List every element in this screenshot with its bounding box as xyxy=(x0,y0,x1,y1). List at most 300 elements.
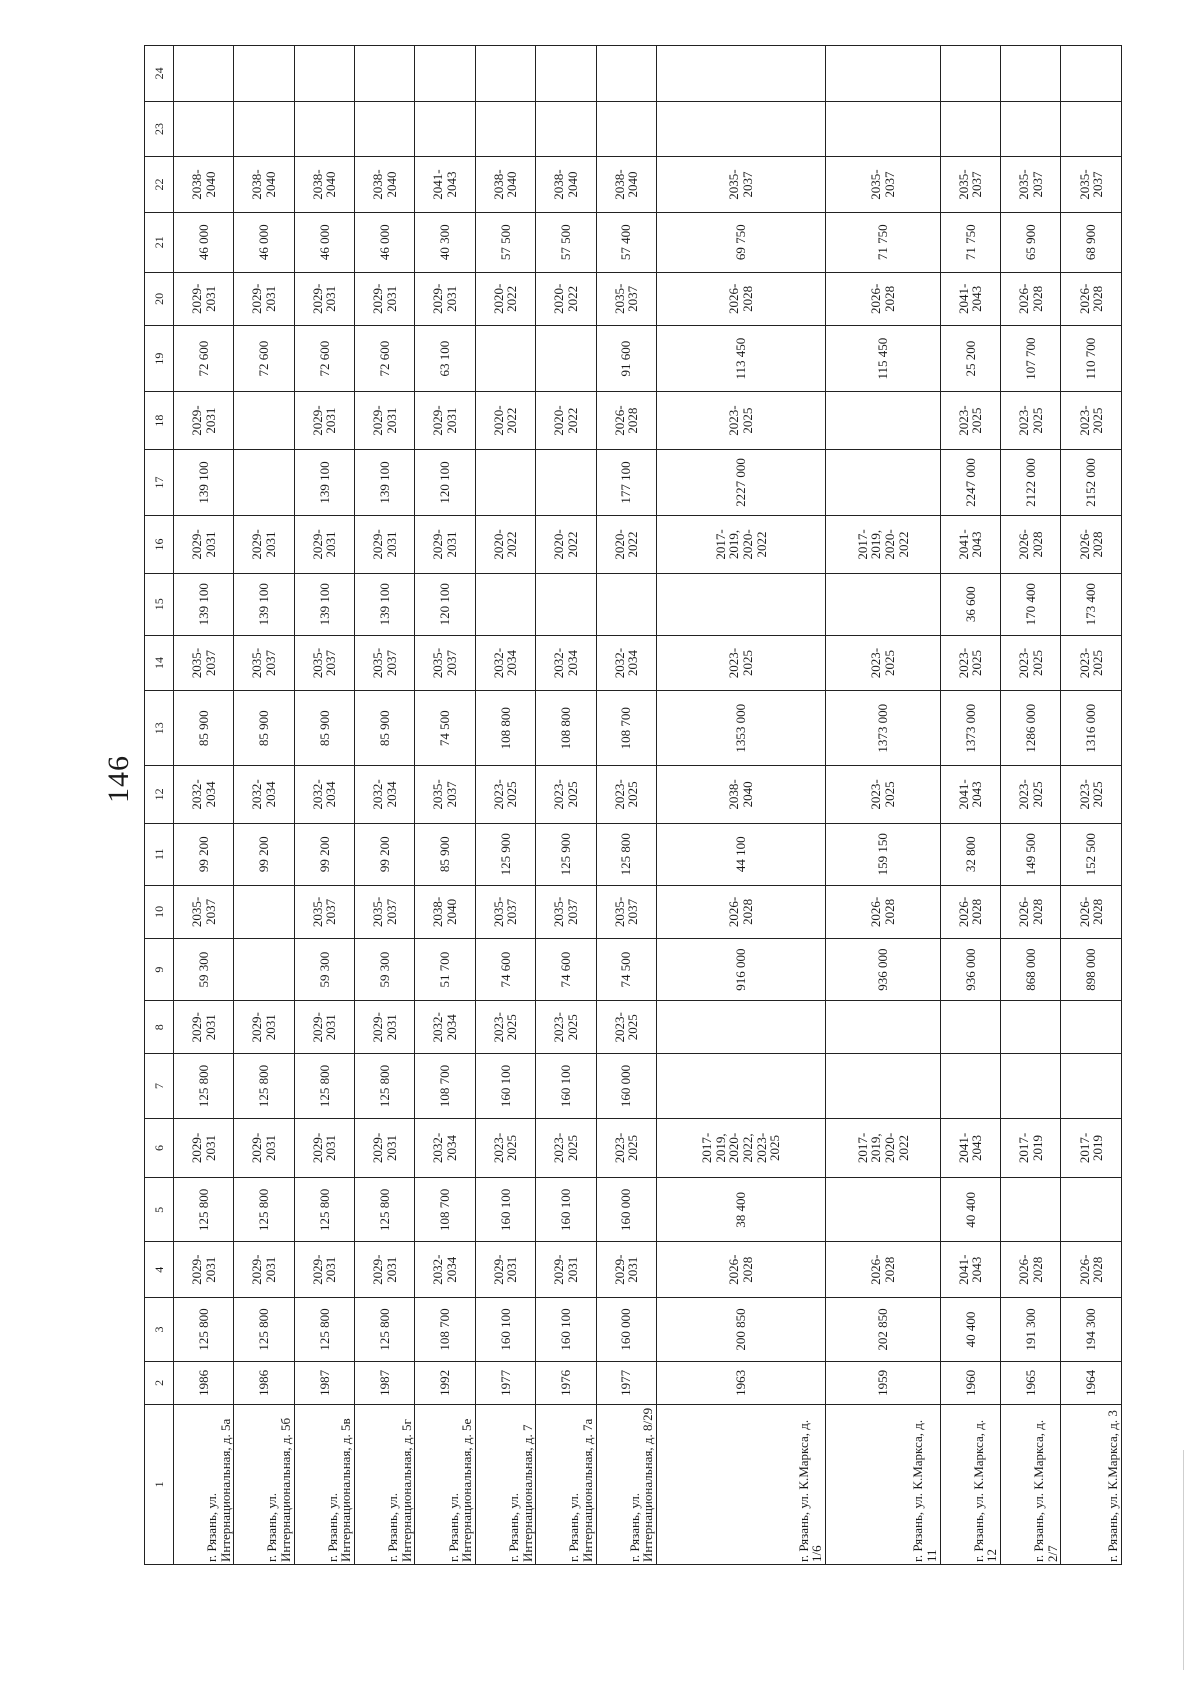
column-header: 13 xyxy=(145,691,174,766)
table-cell: 194 300 xyxy=(1061,1297,1122,1361)
table-cell: 125 800 xyxy=(174,1054,234,1118)
column-header: 7 xyxy=(145,1054,174,1118)
address-cell: г. Рязань, ул. К.Маркса, д. 1/6 xyxy=(656,1404,825,1564)
table-cell: 51 700 xyxy=(415,939,475,1001)
table-cell: 936 000 xyxy=(826,939,941,1001)
table-row xyxy=(355,46,415,1565)
table-cell: 2026-2028 xyxy=(656,272,825,325)
table-cell: 2032-2034 xyxy=(415,1118,475,1178)
table-cell: 1987 xyxy=(355,1362,415,1405)
table-cell: 85 900 xyxy=(234,691,294,766)
table-cell: 69 750 xyxy=(656,212,825,272)
table-cell: 152 500 xyxy=(1061,823,1122,885)
table-row xyxy=(656,46,825,1565)
table-cell: 2023-2025 xyxy=(1001,635,1061,691)
table-cell: 170 400 xyxy=(1001,573,1061,635)
table-cell: 36 600 xyxy=(940,573,1000,635)
table-cell: 2038-2040 xyxy=(355,157,415,213)
table-cell: 2029-2031 xyxy=(294,516,354,574)
table-cell: 2017-2019, 2020-2022 xyxy=(826,516,941,574)
table-row xyxy=(826,46,941,1565)
table-cell: 125 800 xyxy=(294,1178,354,1242)
table-cell: 2029-2031 xyxy=(174,1001,234,1054)
table-cell: 46 000 xyxy=(294,212,354,272)
table-cell: 2029-2031 xyxy=(174,392,234,450)
address-cell: г. Рязань, ул. Интернациональная, д. 7а xyxy=(536,1404,596,1564)
address-cell: г. Рязань, ул. К.Маркса, д. 2/7 xyxy=(1001,1404,1061,1564)
table-cell xyxy=(826,449,941,515)
table-cell: 2041-2043 xyxy=(940,1242,1000,1298)
table-body xyxy=(174,46,1122,1565)
table-cell: 2023-2025 xyxy=(1061,766,1122,824)
column-header: 17 xyxy=(145,449,174,515)
table-cell: 2029-2031 xyxy=(234,272,294,325)
table-cell xyxy=(475,101,535,157)
table-cell xyxy=(596,101,656,157)
table-cell: 1316 000 xyxy=(1061,691,1122,766)
column-header: 8 xyxy=(145,1001,174,1054)
table-cell: 46 000 xyxy=(174,212,234,272)
table-cell xyxy=(826,101,941,157)
table-cell xyxy=(1001,1054,1061,1118)
table-cell: 2026-2028 xyxy=(940,885,1000,938)
table-cell: 99 200 xyxy=(355,823,415,885)
table-cell: 2023-2025 xyxy=(536,1118,596,1178)
table-cell: 160 000 xyxy=(596,1178,656,1242)
address-cell: г. Рязань, ул. К.Маркса, д. 11 xyxy=(826,1404,941,1564)
table-cell: 2023-2025 xyxy=(475,1118,535,1178)
column-header: 14 xyxy=(145,635,174,691)
table-row xyxy=(174,46,234,1565)
table-cell: 916 000 xyxy=(656,939,825,1001)
column-header: 20 xyxy=(145,272,174,325)
table-cell: 74 500 xyxy=(596,939,656,1001)
table-row xyxy=(940,46,1000,1565)
table-cell: 2023-2025 xyxy=(1061,635,1122,691)
table-cell: 139 100 xyxy=(355,449,415,515)
table-cell: 59 300 xyxy=(294,939,354,1001)
column-header: 3 xyxy=(145,1297,174,1361)
table-cell: 2035-2037 xyxy=(415,635,475,691)
table-cell: 2026-2028 xyxy=(1061,516,1122,574)
table-cell: 2032-2034 xyxy=(475,635,535,691)
page-number: 146 xyxy=(102,755,135,803)
table-cell: 2026-2028 xyxy=(1001,885,1061,938)
table-cell: 2026-2028 xyxy=(1061,1242,1122,1298)
table-cell xyxy=(475,449,535,515)
table-cell: 2035-2037 xyxy=(294,635,354,691)
column-header: 18 xyxy=(145,392,174,450)
table-cell: 1964 xyxy=(1061,1362,1122,1405)
table-cell: 2020-2022 xyxy=(536,392,596,450)
table-cell: 936 000 xyxy=(940,939,1000,1001)
scan-artifact xyxy=(1183,1450,1184,1670)
table-cell xyxy=(1001,1001,1061,1054)
column-header: 9 xyxy=(145,939,174,1001)
table-cell: 2017-2019 xyxy=(1061,1118,1122,1178)
table-cell xyxy=(355,101,415,157)
table-cell: 2038-2040 xyxy=(234,157,294,213)
table-cell xyxy=(656,573,825,635)
address-cell: г. Рязань, ул. К.Маркса, д. 3 xyxy=(1061,1404,1122,1564)
table-cell: 2017-2019, 2020-2022, 2023-2025 xyxy=(656,1118,825,1178)
column-header: 5 xyxy=(145,1178,174,1242)
table-cell: 2035-2037 xyxy=(294,885,354,938)
repair-schedule-table xyxy=(144,45,1122,1565)
address-cell: г. Рязань, ул. Интернациональная, д. 5г xyxy=(355,1404,415,1564)
table-cell: 2029-2031 xyxy=(536,1242,596,1298)
table-cell xyxy=(475,326,535,392)
table-cell xyxy=(826,46,941,102)
table-cell: 2020-2022 xyxy=(536,516,596,574)
table-cell: 115 450 xyxy=(826,326,941,392)
table-cell: 1959 xyxy=(826,1362,941,1405)
table-cell: 32 800 xyxy=(940,823,1000,885)
table-cell: 2032-2034 xyxy=(536,635,596,691)
table-cell: 2035-2037 xyxy=(174,635,234,691)
table-cell xyxy=(1001,101,1061,157)
table-cell: 1987 xyxy=(294,1362,354,1405)
table-cell: 59 300 xyxy=(174,939,234,1001)
table-cell: 125 800 xyxy=(174,1297,234,1361)
table-cell: 2032-2034 xyxy=(355,766,415,824)
table-cell: 40 300 xyxy=(415,212,475,272)
table-cell xyxy=(826,392,941,450)
table-cell: 85 900 xyxy=(174,691,234,766)
table-cell: 2023-2025 xyxy=(536,766,596,824)
table-cell xyxy=(536,46,596,102)
column-header: 15 xyxy=(145,573,174,635)
table-cell: 2032-2034 xyxy=(415,1001,475,1054)
table-cell xyxy=(1061,46,1122,102)
table-cell: 99 200 xyxy=(174,823,234,885)
table-cell: 120 100 xyxy=(415,573,475,635)
table-cell: 159 150 xyxy=(826,823,941,885)
table-cell xyxy=(415,46,475,102)
table-cell: 1353 000 xyxy=(656,691,825,766)
table-cell: 2023-2025 xyxy=(596,766,656,824)
table-cell: 2041-2043 xyxy=(940,766,1000,824)
table-cell: 173 400 xyxy=(1061,573,1122,635)
table-cell: 72 600 xyxy=(355,326,415,392)
table-cell: 99 200 xyxy=(294,823,354,885)
table-cell: 898 000 xyxy=(1061,939,1122,1001)
table-cell xyxy=(174,46,234,102)
table-cell: 139 100 xyxy=(355,573,415,635)
table-cell: 2032-2034 xyxy=(415,1242,475,1298)
column-header: 23 xyxy=(145,101,174,157)
table-cell xyxy=(536,326,596,392)
table-cell: 72 600 xyxy=(174,326,234,392)
table-cell: 85 900 xyxy=(415,823,475,885)
table-cell: 2032-2034 xyxy=(174,766,234,824)
table-cell: 2032-2034 xyxy=(234,766,294,824)
table-cell: 160 000 xyxy=(596,1054,656,1118)
table-cell: 2017-2019, 2020-2022 xyxy=(656,516,825,574)
table-cell: 72 600 xyxy=(234,326,294,392)
table-cell: 2029-2031 xyxy=(234,1242,294,1298)
table-cell: 125 800 xyxy=(234,1178,294,1242)
table-cell xyxy=(1061,101,1122,157)
table-cell: 125 800 xyxy=(355,1178,415,1242)
table-cell: 2029-2031 xyxy=(355,1118,415,1178)
address-cell: г. Рязань, ул. Интернациональная, д. 5е xyxy=(415,1404,475,1564)
table-cell: 1977 xyxy=(475,1362,535,1405)
table-cell: 2029-2031 xyxy=(415,392,475,450)
table-cell: 25 200 xyxy=(940,326,1000,392)
table-cell: 113 450 xyxy=(656,326,825,392)
table-cell: 1977 xyxy=(596,1362,656,1405)
table-cell: 2035-2037 xyxy=(596,272,656,325)
column-header: 12 xyxy=(145,766,174,824)
table-cell: 1986 xyxy=(174,1362,234,1405)
table-cell xyxy=(1061,1178,1122,1242)
table-cell: 2026-2028 xyxy=(826,885,941,938)
table-cell: 2026-2028 xyxy=(596,392,656,450)
table-cell: 2026-2028 xyxy=(826,272,941,325)
table-cell: 868 000 xyxy=(1001,939,1061,1001)
table-cell: 2023-2025 xyxy=(475,1001,535,1054)
table-cell: 2029-2031 xyxy=(355,1001,415,1054)
table-cell: 160 100 xyxy=(536,1297,596,1361)
table-cell xyxy=(826,1178,941,1242)
table-cell xyxy=(475,46,535,102)
table-cell: 2038-2040 xyxy=(656,766,825,824)
table-cell: 2035-2037 xyxy=(940,157,1000,213)
table-cell: 1286 000 xyxy=(1001,691,1061,766)
table-cell: 74 600 xyxy=(536,939,596,1001)
table-row xyxy=(415,46,475,1565)
table-cell: 1963 xyxy=(656,1362,825,1405)
table-row xyxy=(1061,46,1122,1565)
table-cell: 149 500 xyxy=(1001,823,1061,885)
table-cell: 2023-2025 xyxy=(596,1118,656,1178)
table-cell: 2247 000 xyxy=(940,449,1000,515)
table-cell: 2020-2022 xyxy=(475,516,535,574)
table-cell: 2026-2028 xyxy=(656,1242,825,1298)
table-cell: 2026-2028 xyxy=(1061,885,1122,938)
table-cell: 2041-2043 xyxy=(415,157,475,213)
table-row xyxy=(294,46,354,1565)
column-header: 16 xyxy=(145,516,174,574)
table-cell: 74 500 xyxy=(415,691,475,766)
table-cell: 91 600 xyxy=(596,326,656,392)
table-cell: 2023-2025 xyxy=(1061,392,1122,450)
table-row xyxy=(234,46,294,1565)
table-cell xyxy=(174,101,234,157)
table-cell: 1986 xyxy=(234,1362,294,1405)
table-cell: 108 700 xyxy=(596,691,656,766)
table-cell: 71 750 xyxy=(826,212,941,272)
table-cell: 85 900 xyxy=(355,691,415,766)
table-cell: 2032-2034 xyxy=(596,635,656,691)
table-cell: 1373 000 xyxy=(940,691,1000,766)
table-cell: 2023-2025 xyxy=(826,635,941,691)
column-header: 4 xyxy=(145,1242,174,1298)
table-cell: 139 100 xyxy=(234,573,294,635)
table-cell: 2041-2043 xyxy=(940,516,1000,574)
table-cell xyxy=(294,46,354,102)
table-cell xyxy=(656,1054,825,1118)
table-cell: 38 400 xyxy=(656,1178,825,1242)
table-cell: 2029-2031 xyxy=(355,516,415,574)
table-cell xyxy=(940,1001,1000,1054)
table-cell: 125 800 xyxy=(294,1297,354,1361)
table-cell: 2026-2028 xyxy=(656,885,825,938)
table-cell: 110 700 xyxy=(1061,326,1122,392)
table-cell xyxy=(234,101,294,157)
table-cell xyxy=(415,101,475,157)
table-cell: 2035-2037 xyxy=(596,885,656,938)
table-cell: 2029-2031 xyxy=(355,392,415,450)
table-row xyxy=(1001,46,1061,1565)
table-cell: 120 100 xyxy=(415,449,475,515)
table-cell: 2029-2031 xyxy=(415,516,475,574)
table-cell: 2026-2028 xyxy=(1061,272,1122,325)
table-cell: 160 100 xyxy=(536,1178,596,1242)
table-cell: 125 800 xyxy=(294,1054,354,1118)
table-cell: 125 800 xyxy=(355,1297,415,1361)
table-cell: 108 700 xyxy=(415,1297,475,1361)
table-cell: 2035-2037 xyxy=(1061,157,1122,213)
rotated-table-wrapper xyxy=(144,45,1122,1565)
table-cell: 2029-2031 xyxy=(174,516,234,574)
table-cell: 2041-2043 xyxy=(940,1118,1000,1178)
table-cell: 139 100 xyxy=(294,449,354,515)
table-cell xyxy=(1061,1054,1122,1118)
table-cell: 160 000 xyxy=(596,1297,656,1361)
table-cell: 2038-2040 xyxy=(174,157,234,213)
table-cell: 2023-2025 xyxy=(940,635,1000,691)
table-cell: 1373 000 xyxy=(826,691,941,766)
table-cell: 2029-2031 xyxy=(294,1242,354,1298)
table-cell: 2029-2031 xyxy=(415,272,475,325)
table-cell: 1965 xyxy=(1001,1362,1061,1405)
address-cell: г. Рязань, ул. Интернациональная, д. 8/29 xyxy=(596,1404,656,1564)
table-cell xyxy=(940,46,1000,102)
table-cell: 108 700 xyxy=(415,1178,475,1242)
table-cell: 2023-2025 xyxy=(656,392,825,450)
table-cell xyxy=(536,101,596,157)
table-cell: 2038-2040 xyxy=(596,157,656,213)
table-cell: 2029-2031 xyxy=(234,1001,294,1054)
table-cell: 160 100 xyxy=(475,1297,535,1361)
table-cell: 202 850 xyxy=(826,1297,941,1361)
table-cell: 1960 xyxy=(940,1362,1000,1405)
table-row xyxy=(475,46,535,1565)
column-header: 2 xyxy=(145,1362,174,1405)
table-cell: 57 400 xyxy=(596,212,656,272)
table-cell: 57 500 xyxy=(536,212,596,272)
column-header: 10 xyxy=(145,885,174,938)
table-cell: 46 000 xyxy=(234,212,294,272)
table-cell: 2029-2031 xyxy=(294,1001,354,1054)
table-cell: 2029-2031 xyxy=(234,516,294,574)
table-cell xyxy=(1061,1001,1122,1054)
table-cell xyxy=(1001,1178,1061,1242)
table-cell: 2017-2019 xyxy=(1001,1118,1061,1178)
table-cell: 68 900 xyxy=(1061,212,1122,272)
table-cell: 2029-2031 xyxy=(294,1118,354,1178)
address-cell: г. Рязань, ул. Интернациональная, д. 5в xyxy=(294,1404,354,1564)
table-cell: 72 600 xyxy=(294,326,354,392)
table-cell: 2029-2031 xyxy=(294,392,354,450)
table-cell: 125 900 xyxy=(475,823,535,885)
address-cell: г. Рязань, ул. Интернациональная, д. 7 xyxy=(475,1404,535,1564)
table-cell: 2026-2028 xyxy=(1001,1242,1061,1298)
column-header: 22 xyxy=(145,157,174,213)
table-cell xyxy=(940,101,1000,157)
table-cell: 2029-2031 xyxy=(355,272,415,325)
table-cell: 2026-2028 xyxy=(1001,272,1061,325)
table-cell xyxy=(234,885,294,938)
table-cell: 2029-2031 xyxy=(174,1242,234,1298)
table-cell: 160 100 xyxy=(475,1178,535,1242)
table-cell: 2035-2037 xyxy=(415,766,475,824)
table-cell: 2035-2037 xyxy=(174,885,234,938)
table-cell: 2041-2043 xyxy=(940,272,1000,325)
table-cell xyxy=(355,46,415,102)
table-cell xyxy=(826,1001,941,1054)
table-row xyxy=(536,46,596,1565)
column-header: 11 xyxy=(145,823,174,885)
table-cell: 2023-2025 xyxy=(826,766,941,824)
table-cell: 2023-2025 xyxy=(656,635,825,691)
table-cell: 2032-2034 xyxy=(294,766,354,824)
table-cell: 44 100 xyxy=(656,823,825,885)
table-cell: 177 100 xyxy=(596,449,656,515)
column-header: 19 xyxy=(145,326,174,392)
table-cell: 2020-2022 xyxy=(536,272,596,325)
table-cell: 46 000 xyxy=(355,212,415,272)
address-cell: г. Рязань, ул. К.Маркса, д. 12 xyxy=(940,1404,1000,1564)
table-cell: 99 200 xyxy=(234,823,294,885)
table-cell: 2035-2037 xyxy=(234,635,294,691)
table-cell: 2029-2031 xyxy=(596,1242,656,1298)
table-cell: 139 100 xyxy=(174,449,234,515)
table-cell: 74 600 xyxy=(475,939,535,1001)
table-cell: 125 900 xyxy=(536,823,596,885)
table-cell xyxy=(826,573,941,635)
table-cell: 2020-2022 xyxy=(596,516,656,574)
table-cell: 71 750 xyxy=(940,212,1000,272)
table-cell xyxy=(656,46,825,102)
table-cell: 2023-2025 xyxy=(1001,392,1061,450)
column-header: 1 xyxy=(145,1404,174,1564)
table-cell: 2017-2019, 2020-2022 xyxy=(826,1118,941,1178)
table-cell xyxy=(234,939,294,1001)
column-header: 21 xyxy=(145,212,174,272)
table-cell: 2035-2037 xyxy=(656,157,825,213)
table-cell: 2035-2037 xyxy=(1001,157,1061,213)
table-cell: 85 900 xyxy=(294,691,354,766)
table-cell: 2122 000 xyxy=(1001,449,1061,515)
table-cell: 1992 xyxy=(415,1362,475,1405)
table-cell: 2029-2031 xyxy=(234,1118,294,1178)
table-cell: 108 800 xyxy=(536,691,596,766)
table-cell: 57 500 xyxy=(475,212,535,272)
table-cell xyxy=(234,392,294,450)
table-cell: 2029-2031 xyxy=(475,1242,535,1298)
table-cell: 2023-2025 xyxy=(1001,766,1061,824)
table-cell: 2035-2037 xyxy=(475,885,535,938)
table-cell xyxy=(826,1054,941,1118)
table-cell: 2023-2025 xyxy=(596,1001,656,1054)
table-cell: 200 850 xyxy=(656,1297,825,1361)
table-cell: 59 300 xyxy=(355,939,415,1001)
table-cell xyxy=(475,573,535,635)
column-header: 6 xyxy=(145,1118,174,1178)
